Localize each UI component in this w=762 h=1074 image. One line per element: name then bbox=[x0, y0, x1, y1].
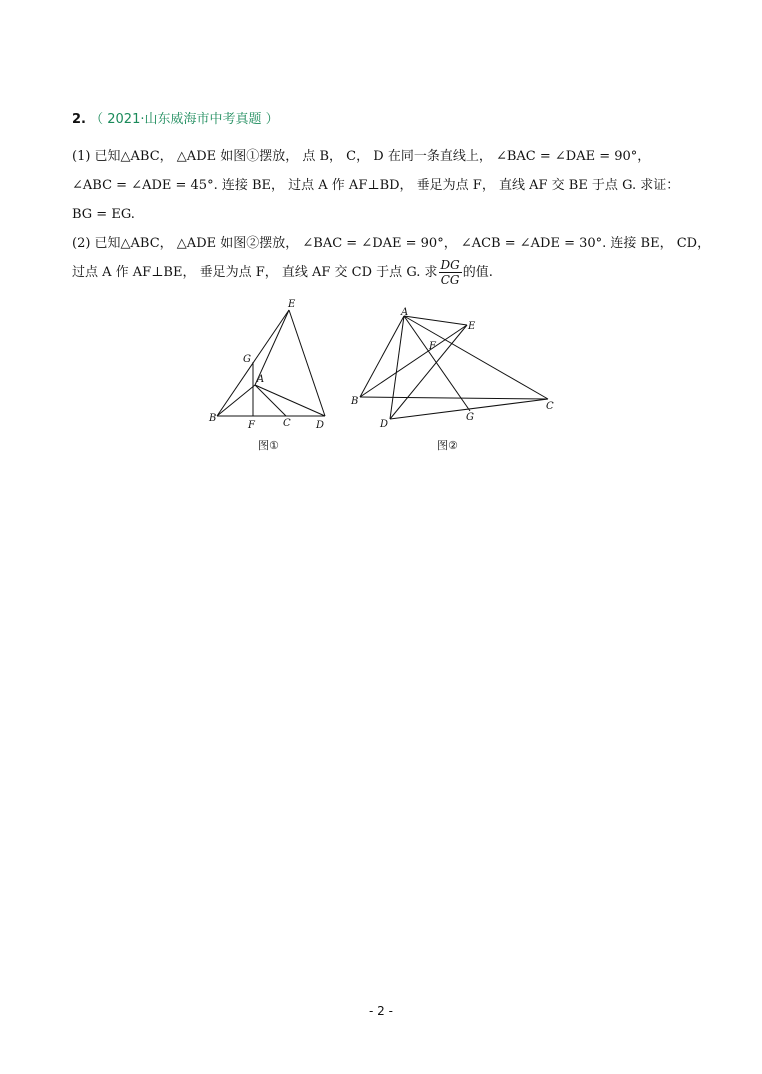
part1-line2: ∠ABC = ∠ADE = 45°. 连接 BE， 过点 A 作 AF⊥BD， 垂足为点 F， 直线 AF 交 BE 于点 G. 求证： bbox=[72, 178, 680, 193]
fig1-label-E: E bbox=[288, 299, 296, 310]
fraction-numerator: DG bbox=[440, 258, 460, 272]
fig2-label-B: B bbox=[351, 396, 359, 407]
fig1-label-G: G bbox=[243, 354, 251, 365]
figure-1-diagram bbox=[200, 295, 340, 435]
fig2-label-A: A bbox=[401, 307, 409, 318]
fraction bbox=[439, 258, 462, 287]
part2-line2 bbox=[72, 258, 493, 287]
line-AD bbox=[255, 385, 325, 416]
fig1-label-D: D bbox=[316, 420, 325, 431]
line-AD bbox=[390, 316, 404, 419]
line-AC bbox=[255, 385, 286, 416]
question-source: （ 2021·山东威海市中考真题 ） bbox=[90, 112, 279, 127]
line-AC bbox=[404, 316, 548, 399]
line-BA bbox=[217, 385, 255, 416]
fig2-label-D: D bbox=[380, 419, 389, 430]
line-ED bbox=[289, 310, 325, 416]
fig2-label-C: C bbox=[546, 401, 554, 412]
part1-line1: (1) 已知△ABC， △ADE 如图①摆放， 点 B， C， D 在同一条直线上， ∠BAC = ∠DAE = 90°， bbox=[72, 149, 651, 164]
part1-line3: BG = EG. bbox=[72, 207, 135, 222]
fig1-label-A: A bbox=[257, 374, 265, 385]
line-DE bbox=[390, 325, 467, 419]
part2-line2-text: 过点 A 作 AF⊥BE， 垂足为点 F， 直线 AF 交 CD 于点 G. 求 bbox=[72, 265, 438, 280]
fig1-label-F: F bbox=[248, 420, 255, 431]
line-AE bbox=[404, 316, 467, 325]
part2-line1: (2) 已知△ABC， △ADE 如图②摆放， ∠BAC = ∠DAE = 90°， ∠ACB = ∠ADE = 30°. 连接 BE， CD， bbox=[72, 236, 711, 251]
part2-line2-end: 的值. bbox=[462, 265, 493, 280]
line-BE bbox=[360, 325, 467, 397]
fig2-label-E: E bbox=[468, 321, 476, 332]
fig1-label-C: C bbox=[283, 418, 291, 429]
fig2-label-G: G bbox=[466, 412, 474, 423]
question-number: 2. bbox=[72, 112, 86, 127]
question-header bbox=[72, 108, 279, 127]
line-AB bbox=[360, 316, 404, 397]
figure-2-caption: 图② bbox=[437, 439, 458, 452]
line-AG bbox=[404, 316, 470, 411]
figure-2-diagram bbox=[345, 300, 560, 435]
page-number: - 2 - bbox=[369, 1004, 393, 1018]
fig2-label-F: F bbox=[429, 341, 436, 352]
fraction-denominator: CG bbox=[440, 273, 460, 287]
figure-1-caption: 图① bbox=[258, 439, 279, 452]
line-BC bbox=[360, 397, 548, 399]
fig1-label-B: B bbox=[209, 413, 217, 424]
